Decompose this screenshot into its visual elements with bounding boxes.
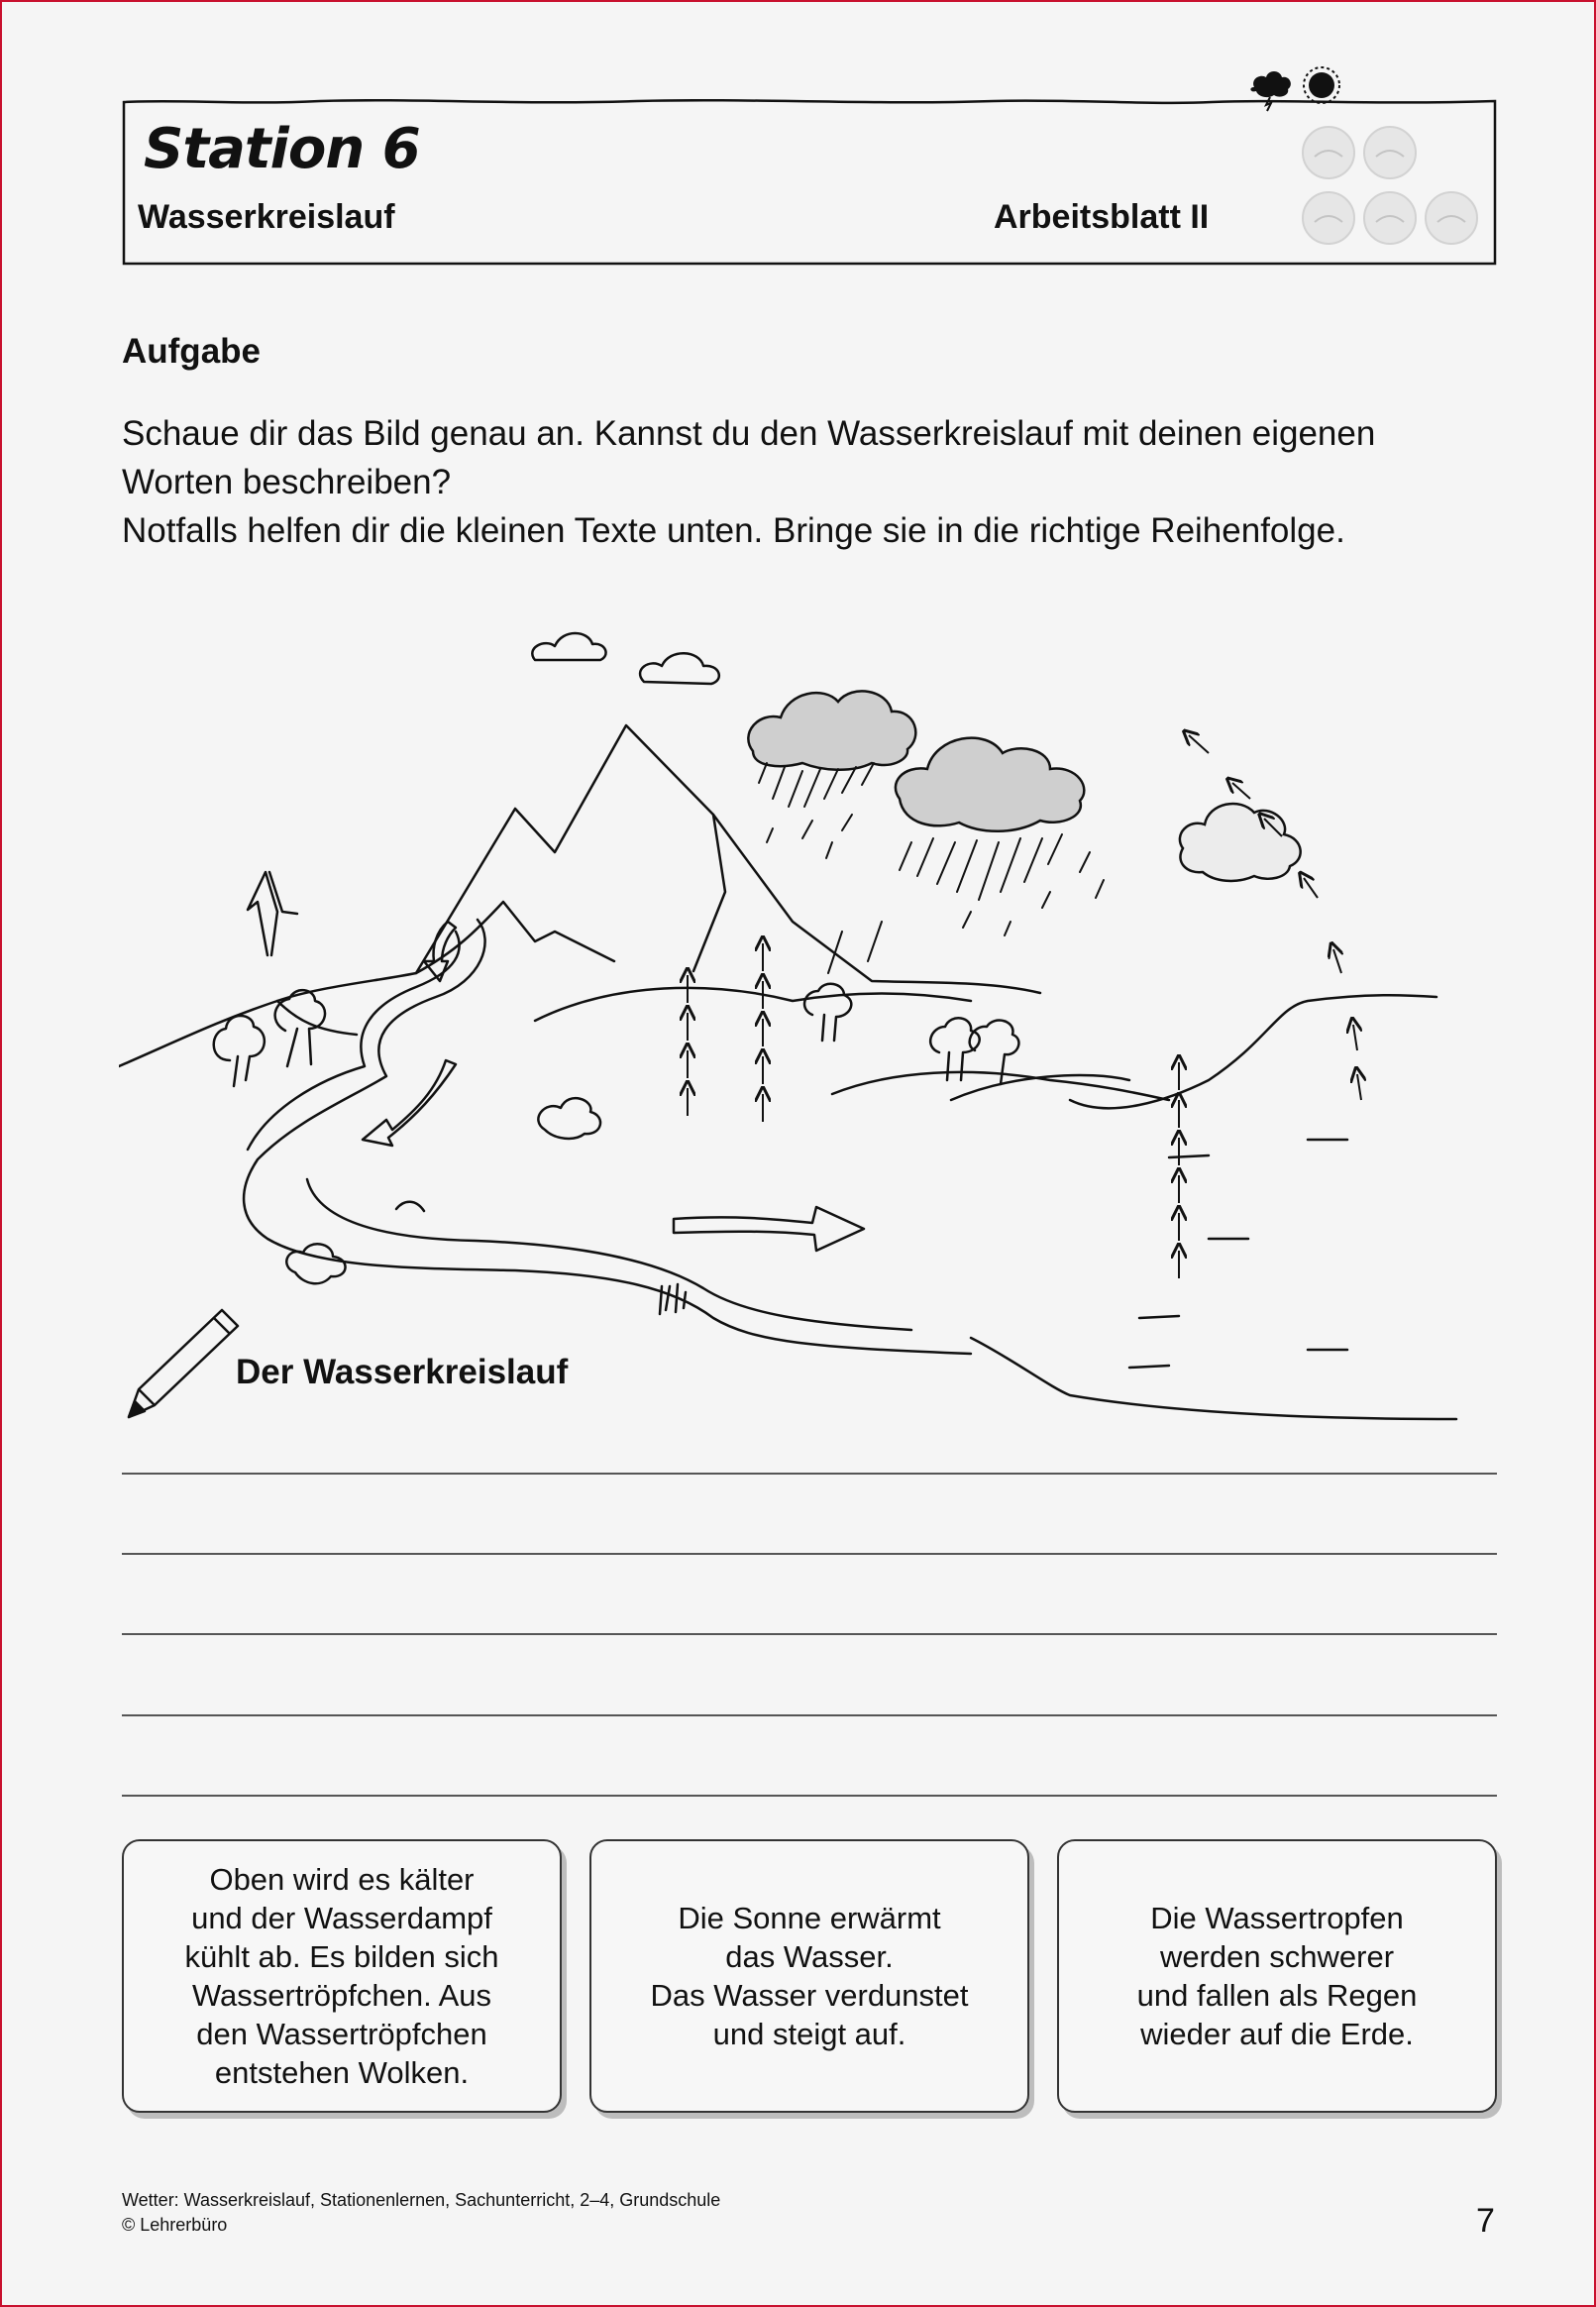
- weather-icons: [1246, 65, 1345, 115]
- flow-arrow: [363, 1060, 456, 1146]
- tree: [275, 990, 325, 1066]
- footer-source: [122, 2188, 720, 2238]
- task-line: Worten beschreiben?: [122, 463, 452, 501]
- writing-line[interactable]: [122, 1795, 1497, 1797]
- task-heading: Aufgabe: [122, 332, 261, 371]
- task-line: Notfalls helfen dir die kleinen Texte unten. Bringe sie in die richtige Reihenfolge.: [122, 511, 1345, 550]
- text-card-condensation[interactable]: [122, 1839, 562, 2113]
- tree: [248, 872, 297, 955]
- writing-line[interactable]: [122, 1473, 1497, 1475]
- footer-copyright: © Lehrerbüro: [122, 2215, 228, 2235]
- hill: [535, 988, 971, 1021]
- tree: [214, 1016, 265, 1086]
- footer-line: Wetter: Wasserkreislauf, Stationenlernen, Sachunterricht, 2–4, Grundschule: [122, 2190, 721, 2210]
- task-instructions: [122, 409, 1529, 555]
- station-title: Station 6: [144, 117, 420, 181]
- level-icon: [1364, 192, 1416, 244]
- pencil-icon: [121, 1306, 250, 1425]
- level-icon: [1303, 127, 1354, 178]
- writing-line[interactable]: [122, 1633, 1497, 1635]
- topic-title: Wasserkreislauf: [138, 198, 395, 236]
- task-line: Schaue dir das Bild genau an. Kannst du den Wasserkreislauf mit deinen eigenen: [122, 414, 1376, 453]
- writing-line[interactable]: [122, 1553, 1497, 1555]
- rain-cloud: [896, 738, 1084, 831]
- sea-shore: [971, 1338, 1456, 1419]
- cloud-lightning-icon: [1250, 71, 1291, 111]
- sun-icon: [1304, 67, 1339, 103]
- worksheet-title: Arbeitsblatt II: [994, 198, 1210, 236]
- level-icon: [1426, 192, 1477, 244]
- water-cycle-illustration: [119, 604, 1486, 1427]
- page-number: 7: [1476, 2202, 1495, 2240]
- writing-heading: Der Wasserkreislauf: [236, 1353, 569, 1391]
- header-box: [122, 99, 1497, 264]
- small-cloud: [640, 653, 719, 684]
- cloud: [1180, 804, 1301, 881]
- small-cloud: [532, 633, 605, 660]
- rain-cloud: [748, 691, 915, 769]
- writing-line[interactable]: [122, 1714, 1497, 1716]
- card-text: Die Wassertropfen werden schwerer und fallen als Regen wieder auf die Erde.: [1136, 1901, 1418, 2051]
- difficulty-level-icons: [1301, 121, 1489, 250]
- tree: [804, 984, 851, 1041]
- card-text: Oben wird es kälter und der Wasserdampf kühlt ab. Es bilden sich Wassertröpfchen. Aus den Wassertröpfchen entstehen Wolken.: [184, 1862, 499, 2090]
- flow-arrow: [674, 1207, 864, 1251]
- level-icon: [1364, 127, 1416, 178]
- text-card-evaporation[interactable]: [589, 1839, 1029, 2113]
- level-icon: [1303, 192, 1354, 244]
- text-card-precipitation[interactable]: [1057, 1839, 1497, 2113]
- bush: [538, 1098, 600, 1139]
- card-text: Die Sonne erwärmt das Wasser. Das Wasser verdunstet und steigt auf.: [650, 1901, 969, 2051]
